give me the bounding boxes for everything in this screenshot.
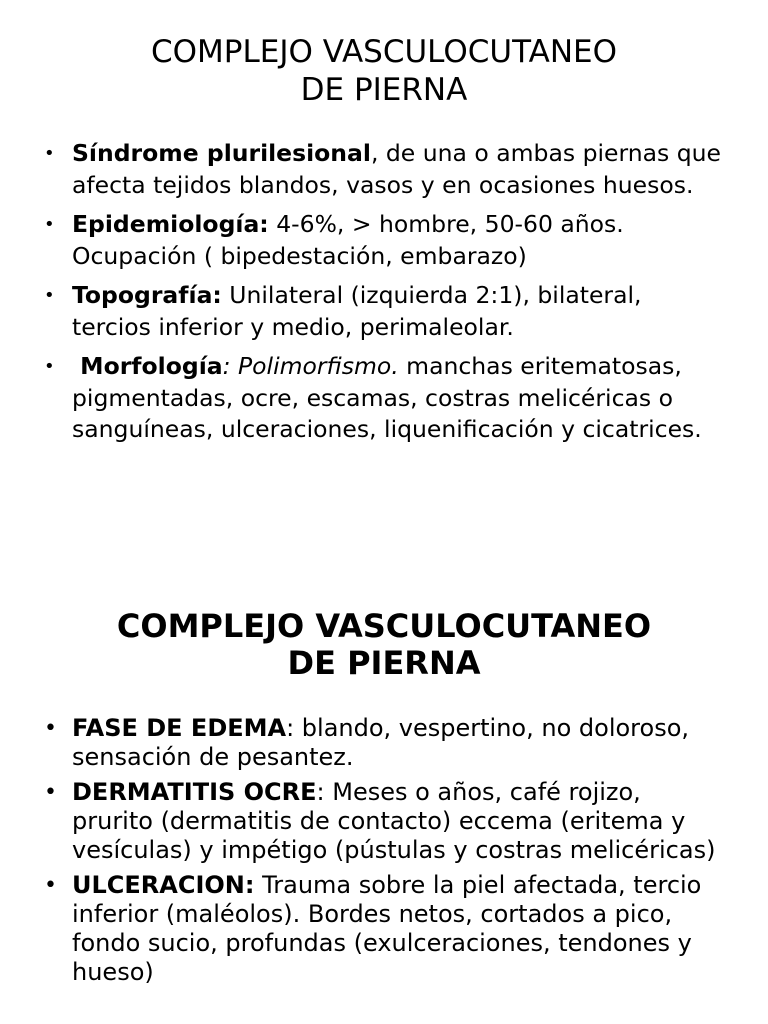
bullet-item-morfologia xyxy=(0,351,722,446)
bullet-text: 4-6%, > hombre, 50-60 años. Ocupación ( bipedestación, embarazo) xyxy=(72,210,624,270)
bullet-icon: • xyxy=(44,214,55,235)
bullet-icon: • xyxy=(44,780,57,805)
bullet-icon: • xyxy=(44,873,57,898)
bullet-term: Síndrome plurilesional xyxy=(72,139,371,167)
bullet-item-ulceracion xyxy=(0,871,727,987)
bullet-term: DERMATITIS OCRE xyxy=(72,778,317,806)
bullet-item-dermatitis-ocre xyxy=(0,778,727,865)
bullet-item-sindrome xyxy=(0,138,722,201)
bullet-item-topografia xyxy=(0,280,722,343)
slide-2 xyxy=(0,560,768,1024)
bullet-italic: : Polimorfismo. xyxy=(222,352,399,380)
bullet-term: ULCERACION: xyxy=(72,871,255,899)
slide-2-title-line2: DE PIERNA xyxy=(287,644,481,682)
slide-2-bullet-list xyxy=(0,714,727,993)
bullet-text: : blando, vespertino, no doloroso, sensación de pesantez. xyxy=(72,714,690,771)
slide-1-title xyxy=(0,33,768,109)
bullet-icon: • xyxy=(44,716,57,741)
bullet-text: : Meses o años, café rojizo, prurito (dermatitis de contacto) eccema (eritema y vesículas) y impétigo (pústulas y costras melicéricas) xyxy=(72,778,716,864)
slide-1-bullet-list xyxy=(0,138,722,454)
bullet-item-epidemiologia xyxy=(0,209,722,272)
bullet-item-fase-edema xyxy=(0,714,727,772)
bullet-term: Epidemiología: xyxy=(72,210,269,238)
bullet-icon: • xyxy=(44,285,55,306)
bullet-term: Morfología xyxy=(72,352,223,380)
bullet-text: Unilateral (izquierda 2:1), bilateral, tercios inferior y medio, perimaleolar. xyxy=(72,281,642,341)
bullet-text: manchas eritematosas, pigmentadas, ocre, escamas, costras melicéricas o sanguíneas, ulceraciones, liquenificación y cicatrices. xyxy=(72,352,702,443)
bullet-term: Topografía: xyxy=(72,281,222,309)
slide-2-title-line1: COMPLEJO VASCULOCUTANEO xyxy=(116,607,652,645)
bullet-icon: • xyxy=(44,143,55,164)
slide-1-title-line2: DE PIERNA xyxy=(300,72,468,108)
slide-1-title-line1: COMPLEJO VASCULOCUTANEO xyxy=(151,34,617,70)
bullet-text: , de una o ambas piernas que afecta tejidos blandos, vasos y en ocasiones huesos. xyxy=(72,139,721,199)
bullet-icon: • xyxy=(44,356,55,377)
bullet-text: Trauma sobre la piel afectada, tercio inferior (maléolos). Bordes netos, cortados a pico, fondo sucio, profundas (exulceraciones, tendones y hueso) xyxy=(72,871,702,986)
slide-2-title xyxy=(0,608,768,682)
bullet-term: FASE DE EDEMA xyxy=(72,714,287,742)
